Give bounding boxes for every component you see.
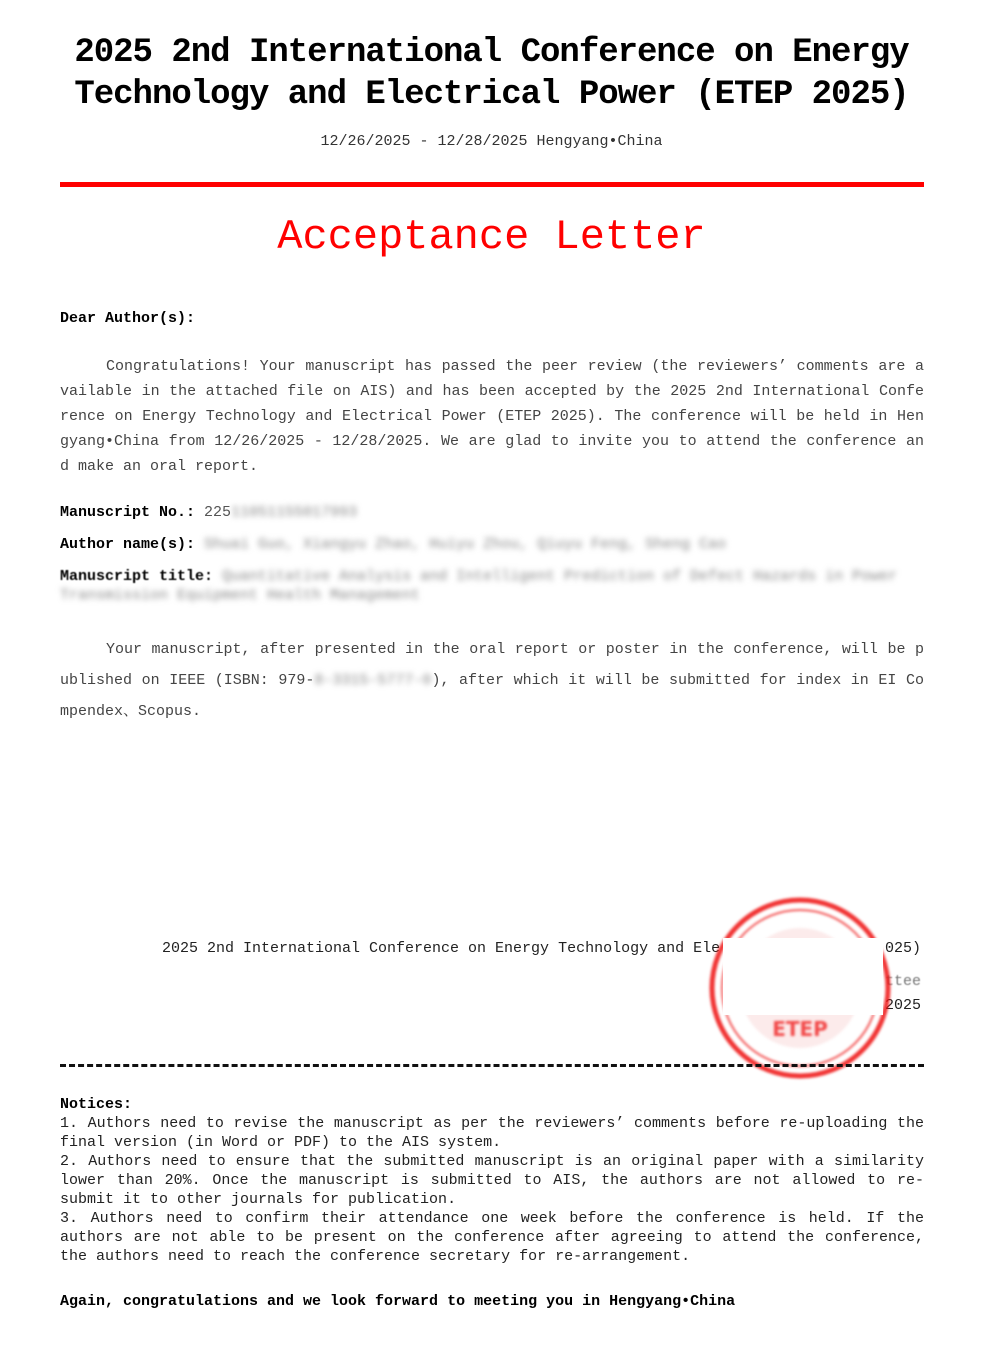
notice-item: 3. Authors need to confirm their attendance one week before the conference is held. If the authors are not able to be present on the conference after agreeing to attend the conference, the authors need to reach the conference secretary for re-arrangement. <box>60 1210 924 1265</box>
author-names-row <box>60 536 726 553</box>
author-names-label: Author name(s): <box>60 536 196 553</box>
conference-title-line-1: 2025 2nd International Conference on Energy <box>74 34 909 72</box>
manuscript-number-label: Manuscript No.: <box>60 504 196 521</box>
closing-line: Again, congratulations and we look forward to meeting you in Hengyang•China <box>60 1293 736 1310</box>
publication-text-before: Your manuscript, after presented in the oral report or poster in the conference, will be published on IEEE (ISBN: 979- <box>60 641 924 689</box>
header-divider <box>60 182 924 187</box>
signature-date-end: 2025 <box>885 997 922 1014</box>
congratulations-text: Congratulations! Your manuscript has passed the peer review (the reviewers’ comments are available in the attached file on AIS) and has been accepted by the 2025 2nd International Conference on Energy Technology and Electrical Power (ETEP 2025). The conference will be held in Hengyang•China from 12/26/2025 - 12/28/2025. We are glad to invite you to attend the conference and make an oral report. <box>60 358 924 475</box>
signature-organization: 2025 2nd International Conference on Energy Technology and Ele <box>162 940 721 957</box>
manuscript-number-row <box>60 504 357 521</box>
signature-organization-end: 025) <box>885 940 922 957</box>
conference-date-location: 12/26/2025 - 12/28/2025 Hengyang•China <box>320 133 663 150</box>
notice-item: 2. Authors need to ensure that the submitted manuscript is an original paper with a similarity lower than 20%. Once the manuscript is submitted to AIS, the authors are not allowed to re-submit it to other journals for publication. <box>60 1153 924 1208</box>
signature-redaction-box <box>723 938 883 1015</box>
author-names-redacted: Shuai Guo, Xiangyu Zhao, Huiyu Zhou, Qiuyu Feng, Sheng Cao <box>204 536 727 553</box>
notices-divider <box>60 1064 924 1067</box>
manuscript-title-redacted: Quantitative Analysis and Intelligent Prediction of Defect Hazards in Power Transmission Equipment Health Management <box>60 568 898 604</box>
greeting: Dear Author(s): <box>60 310 196 327</box>
manuscript-title-row <box>60 567 924 605</box>
manuscript-title-label: Manuscript title: <box>60 568 214 585</box>
notices-section <box>60 1095 924 1266</box>
publication-paragraph <box>60 634 924 727</box>
svg-text:ETEP: ETEP <box>772 1017 828 1041</box>
conference-title-line-2: Technology and Electrical Power (ETEP 2025) <box>74 76 909 114</box>
manuscript-number-redacted: 11051155017993 <box>231 504 358 521</box>
congratulations-paragraph <box>60 354 924 479</box>
manuscript-number-value: 225 <box>204 504 232 521</box>
isbn-redacted: 8-3315-5777-0 <box>314 672 432 689</box>
conference-title <box>40 32 943 116</box>
notice-item: 1. Authors need to revise the manuscript as per the reviewers’ comments before re-uploading the final version (in Word or PDF) to the AIS system. <box>60 1115 924 1151</box>
publication-text-after: ), after which it will be submitted for index in EI Compendex、Scopus. <box>60 672 924 720</box>
letter-title: Acceptance Letter <box>277 213 706 261</box>
signature-committee-end: ttee <box>885 973 922 990</box>
notices-heading: Notices: <box>60 1096 133 1113</box>
